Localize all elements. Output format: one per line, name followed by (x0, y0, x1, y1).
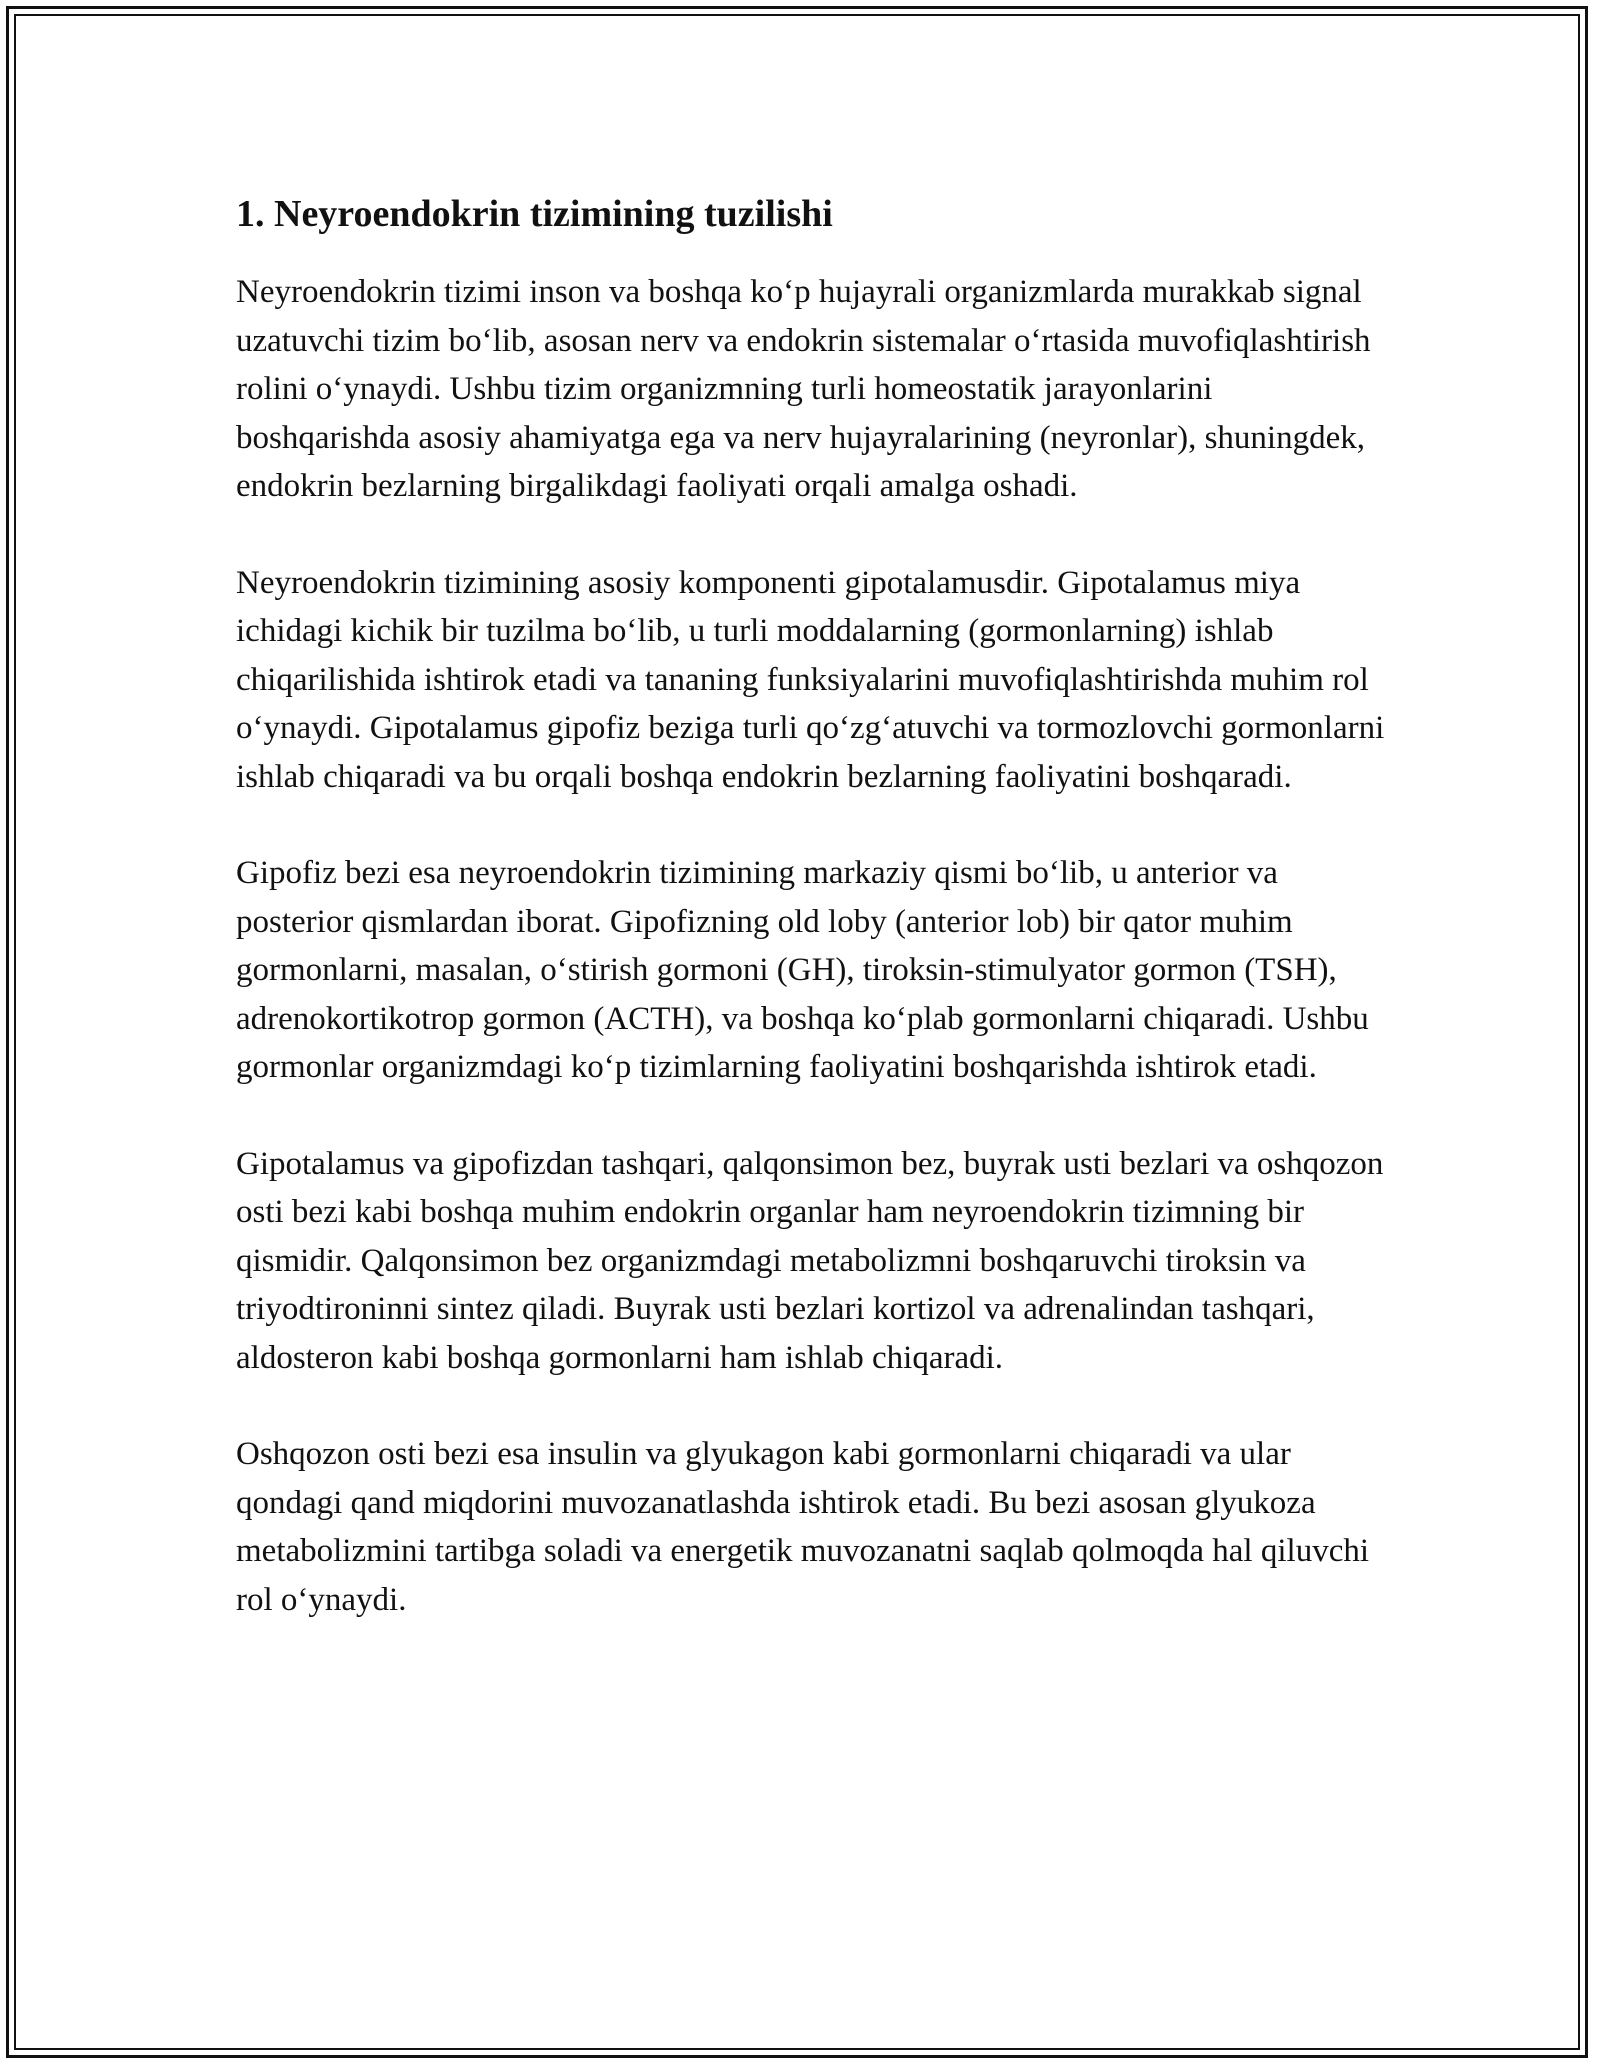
paragraph-3: Gipofiz bezi esa neyroendokrin tizimining markaziy qismi bo‘lib, u anterior va posterior qismlardan iborat. Gipofizning old loby (anterior lob) bir qator muhim gormonlarni, masalan, o‘stirish gormoni (GH), tiroksin-stimulyator gormon (TSH), adrenokortikotrop gormon (ACTH), va boshqa ko‘plab gormonlarni chiqaradi. Ushbu gormonlar organizmdagi ko‘p tizimlarning faoliyatini boshqarishda ishtirok etadi. (236, 855, 1369, 1085)
document-body (236, 186, 1386, 1672)
paragraph-2: Neyroendokrin tizimining asosiy komponenti gipotalamusdir. Gipotalamus miya ichidagi kichik bir tuzilma bo‘lib, u turli moddalarning (gormonlarning) ishlab chiqarilishida ishtirok etadi va tananing funksiyalarini muvofiqlashtirishda muhim rol o‘ynaydi. Gipotalamus gipofiz beziga turli qo‘zg‘atuvchi va tormozlovchi gormonlarni ishlab chiqaradi va bu orqali boshqa endokrin bezlarning faoliyatini boshqaradi. (236, 564, 1385, 795)
paragraph-5: Oshqozon osti bezi esa insulin va glyukagon kabi gormonlarni chiqaradi va ular qondagi qand miqdorini muvozanatlashda ishtirok etadi. Bu bezi asosan glyukoza metabolizmini tartibga soladi va energetik muvozanatni saqlab qolmoqda hal qiluvchi rol o‘ynaydi. (236, 1436, 1370, 1618)
paragraph-1: Neyroendokrin tizimi inson va boshqa ko‘p hujayrali organizmlarda murakkab signal uzatuvchi tizim bo‘lib, asosan nerv va endokrin sistemalar o‘rtasida muvofiqlashtirish rolini o‘ynaydi. Ushbu tizim organizmning turli homeostatik jarayonlarini boshqarishda asosiy ahamiyatga ega va nerv hujayralarining (neyronlar), shuningdek, endokrin bezlarning birgalikdagi faoliyati orqali amalga oshadi. (236, 274, 1371, 504)
section-heading: 1. Neyroendokrin tizimining tuzilishi (236, 193, 833, 235)
paragraph-4: Gipotalamus va gipofizdan tashqari, qalqonsimon bez, buyrak usti bezlari va oshqozon osti bezi kabi boshqa muhim endokrin organlar ham neyroendokrin tizimning bir qismidir. Qalqonsimon bez organizmdagi metabolizmni boshqaruvchi tiroksin va triyodtironinni sintez qiladi. Buyrak usti bezlari kortizol va adrenalindan tashqari, aldosteron kabi boshqa gormonlarni ham ishlab chiqaradi. (236, 1145, 1384, 1376)
